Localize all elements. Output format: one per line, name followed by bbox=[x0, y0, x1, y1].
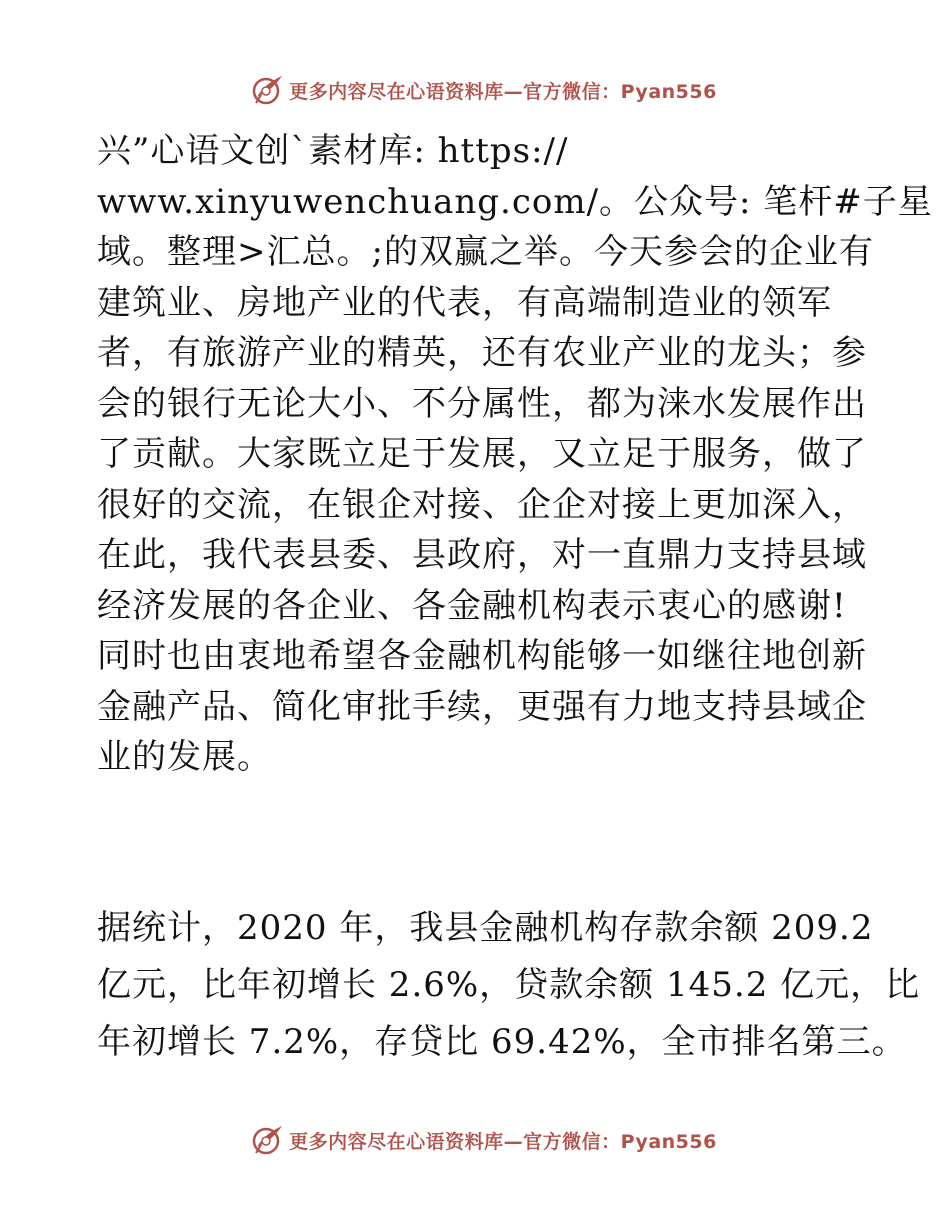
text-line: 同时也由衷地希望各金融机构能够一如继往地创新 bbox=[97, 636, 867, 676]
watermark-text: 更多内容尽在心语资料库—官方微信：Pyan556 bbox=[289, 1130, 717, 1153]
text-line: 业的发展。 bbox=[97, 737, 272, 777]
text-line: www.xinyuwenchuang.com/。公众号: 笔杆#子星 bbox=[97, 181, 933, 222]
text-line: 域。整理>汇总。;的双赢之举。今天参会的企业有 bbox=[97, 232, 874, 272]
header-watermark-banner bbox=[0, 70, 950, 110]
text-line: 年初增长 7.2%，存贷比 69.42%，全市排名第三。 bbox=[97, 1022, 907, 1062]
text-line: 会的银行无论大小、不分属性，都为涞水发展作出 bbox=[97, 383, 867, 424]
text-line: 金融产品、简化审批手续，更强有力地支持县域企 bbox=[97, 686, 867, 727]
text-line: 建筑业、房地产业的代表，有高端制造业的领军 bbox=[97, 282, 832, 323]
text-line: 者，有旅游产业的精英，还有农业产业的龙头；参 bbox=[97, 333, 867, 373]
text-line: 很好的交流，在银企对接、企企对接上更加深入， bbox=[97, 484, 867, 525]
text-line: 兴”心语文创`素材库: https:// bbox=[97, 131, 569, 171]
paragraph-1 bbox=[97, 126, 933, 783]
text-line: 经济发展的各企业、各金融机构表示衷心的感谢! bbox=[97, 585, 847, 626]
watermark-text: 更多内容尽在心语资料库—官方微信：Pyan556 bbox=[289, 80, 717, 103]
text-line: 在此，我代表县委、县政府，对一直鼎力支持县域 bbox=[97, 535, 867, 575]
footer-watermark-banner bbox=[0, 1120, 950, 1160]
quill-logo-icon bbox=[251, 1123, 285, 1157]
text-line: 亿元，比年初增长 2.6%，贷款余额 145.2 亿元，比 bbox=[97, 965, 921, 1005]
paragraph-2 bbox=[97, 900, 921, 1071]
text-line: 据统计，2020 年，我县金融机构存款余额 209.2 bbox=[97, 908, 874, 948]
quill-logo-icon bbox=[251, 73, 285, 107]
text-line: 了贡献。大家既立足于发展，又立足于服务，做了 bbox=[97, 434, 867, 474]
